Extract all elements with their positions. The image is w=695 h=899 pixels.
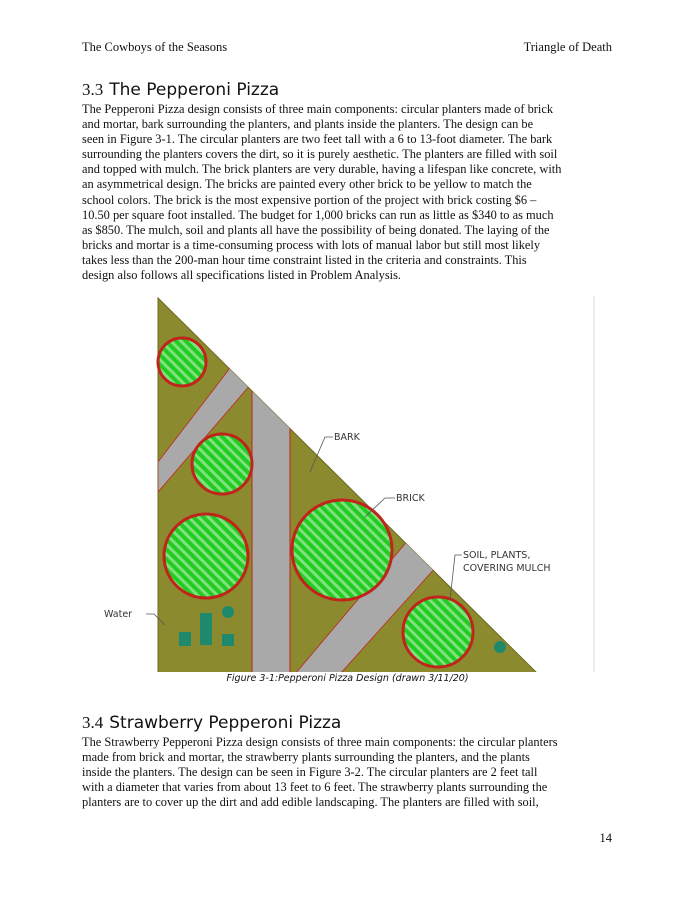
text-line: an asymmetrical design. The bricks are painted every other brick to be yellow to match the bbox=[82, 177, 532, 192]
text-line: school colors. The brick is the most expensive portion of the project with brick costing $6 – bbox=[82, 192, 537, 207]
text-line: takes less than the 200-man hour time constraint listed in the criteria and constraints. This bbox=[82, 252, 527, 267]
walkway-vertical bbox=[252, 382, 290, 672]
section-number: 3.3 bbox=[82, 80, 104, 99]
text-line: seen in Figure 3-1. The circular planters are two feet tall with a 6 to 13-foot diameter. The bark bbox=[82, 132, 553, 147]
soil-label-line2: COVERING MULCH bbox=[463, 563, 551, 574]
planter-large-center bbox=[292, 500, 392, 600]
text-line: surrounding the planters covers the dirt, so it is purely aesthetic. The planters are filled with soil bbox=[82, 147, 558, 162]
planter-large-left bbox=[164, 514, 248, 598]
section-3-4-body bbox=[82, 735, 615, 810]
water-block-2 bbox=[200, 613, 212, 645]
section-3-3-heading bbox=[82, 80, 279, 100]
water-circle-corner bbox=[494, 641, 506, 653]
soil-label-line1: SOIL, PLANTS, bbox=[463, 550, 531, 561]
text-line: as $850. The mulch, soil and plants all have the possibility of being donated. The laying of the bbox=[82, 222, 550, 237]
section-title: The Pepperoni Pizza bbox=[109, 80, 280, 100]
bark-label: BARK bbox=[334, 432, 360, 443]
water-block-3 bbox=[222, 634, 234, 646]
section-number: 3.4 bbox=[82, 713, 104, 732]
text-line: made from brick and mortar, the strawberry plants surrounding the planters, and the plants bbox=[82, 750, 530, 765]
figure-caption: Figure 3-1:Pepperoni Pizza Design (drawn 3/11/20) bbox=[226, 673, 469, 684]
text-line: The Strawberry Pepperoni Pizza design consists of three main components: the circular planters bbox=[82, 735, 558, 749]
planter-small-right bbox=[403, 597, 473, 667]
page-number: 14 bbox=[599, 831, 612, 845]
section-3-3-body bbox=[82, 102, 615, 283]
section-title: Strawberry Pepperoni Pizza bbox=[109, 713, 342, 733]
header-left: The Cowboys of the Seasons bbox=[82, 40, 228, 54]
text-line: planters are to cover up the dirt and add edible landscaping. The planters are filled with soil, bbox=[82, 795, 539, 810]
text-line: design also follows all specifications listed in Problem Analysis. bbox=[82, 268, 402, 283]
planter-small-top bbox=[158, 338, 206, 386]
text-line: The Pepperoni Pizza design consists of three main components: circular planters made of brick bbox=[82, 102, 554, 116]
text-line: and mortar, bark surrounding the planters, and plants inside the planters. The design can be bbox=[82, 117, 534, 132]
water-label: Water bbox=[104, 609, 133, 620]
water-block-1 bbox=[179, 632, 191, 646]
text-line: bricks and mortar is a time-consuming process with lots of manual labor but still most likely bbox=[82, 237, 541, 252]
text-line: 10.50 per square foot installed. The budget for 1,000 bricks can run as little as $340 to as much bbox=[82, 207, 554, 222]
water-circle-small bbox=[222, 606, 234, 618]
section-3-4-heading bbox=[82, 713, 341, 733]
text-line: with a diameter that varies from about 13 feet to 6 feet. The strawberry plants surrounding the bbox=[82, 780, 548, 795]
brick-label: BRICK bbox=[396, 493, 425, 504]
text-line: inside the planters. The design can be seen in Figure 3-2. The circular planters are 2 feet tall bbox=[82, 765, 538, 780]
header-right: Triangle of Death bbox=[523, 40, 612, 54]
pepperoni-pizza-design-figure bbox=[100, 292, 600, 672]
planter-medium bbox=[192, 434, 252, 494]
text-line: and topped with mulch. The brick planters are very durable, having a lifespan like concrete, with bbox=[82, 162, 562, 177]
